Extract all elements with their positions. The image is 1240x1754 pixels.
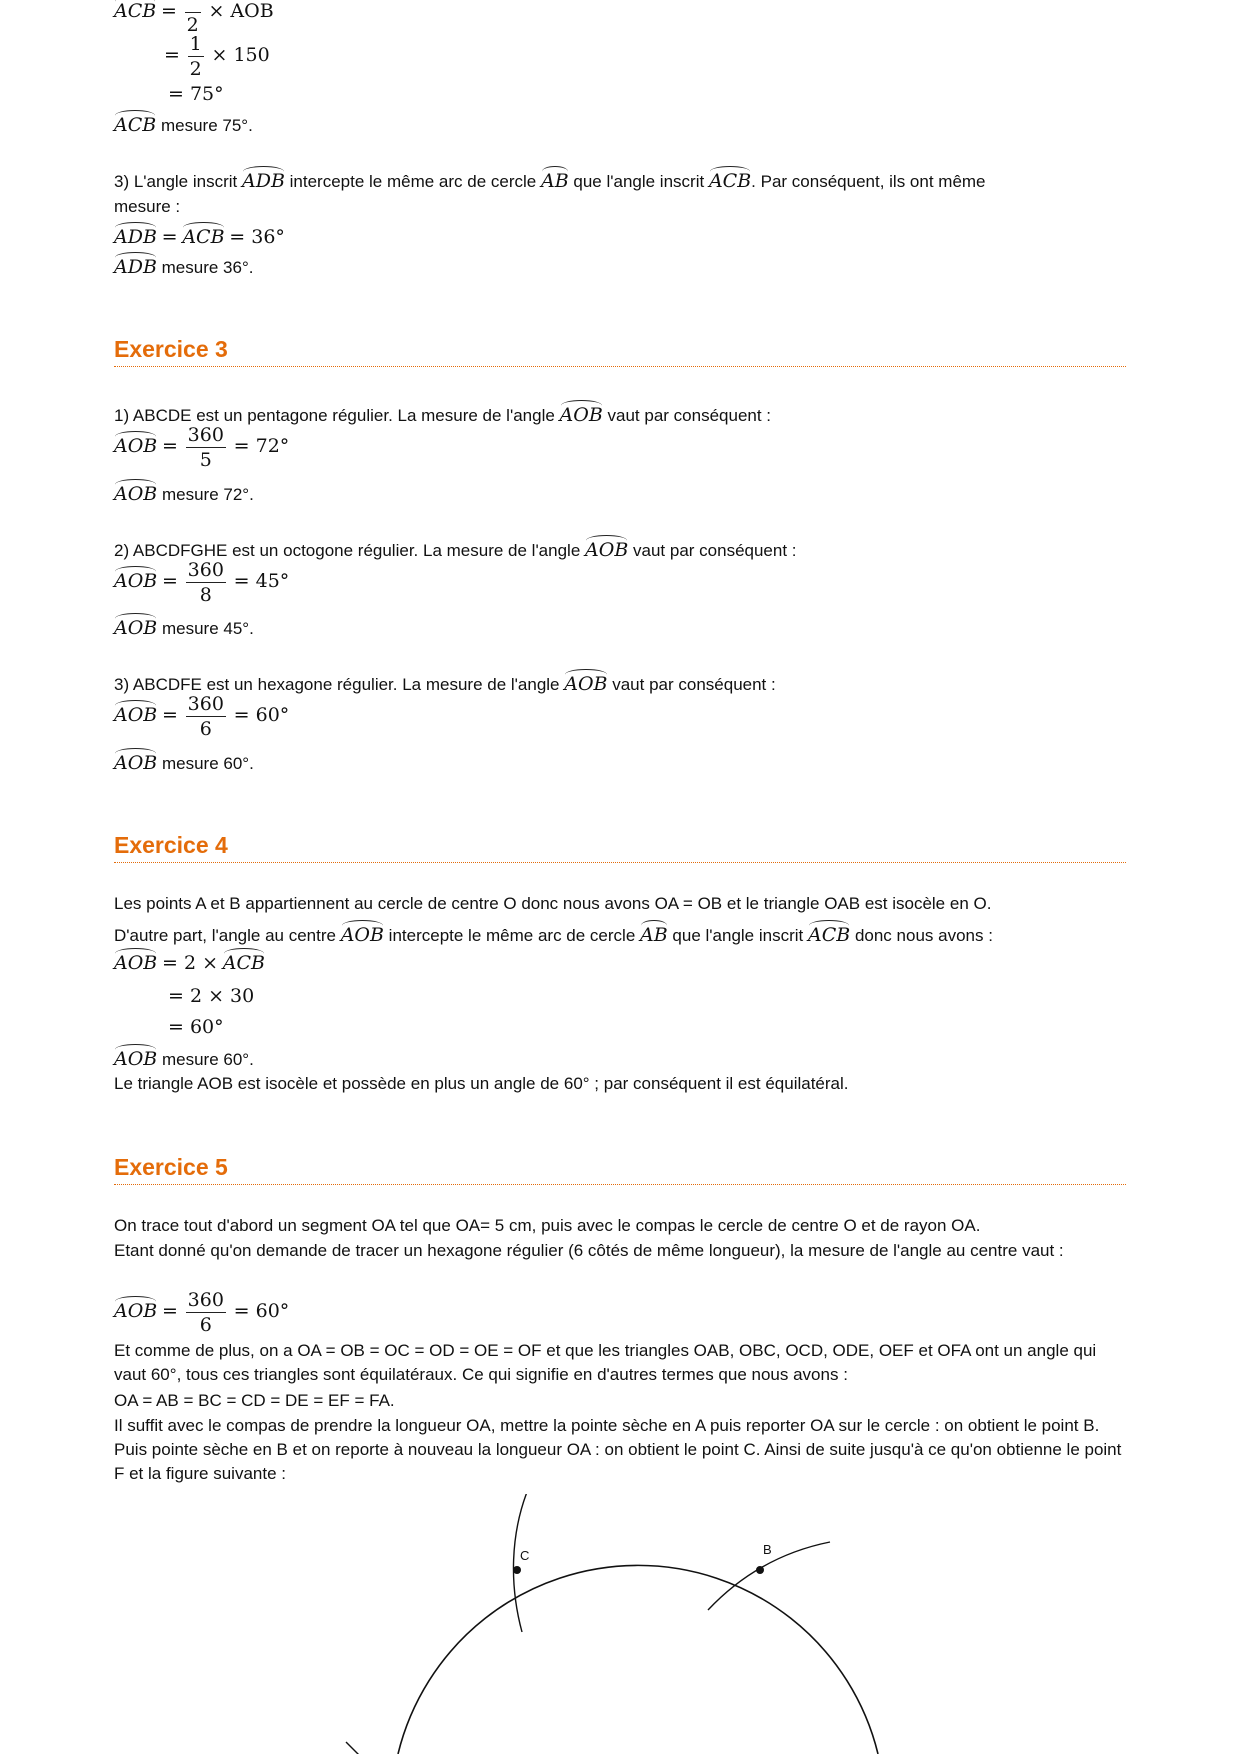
angle-aob: AOB	[114, 431, 157, 456]
equals: =	[164, 43, 180, 66]
text: vaut par conséquent :	[628, 541, 797, 560]
formula-step-result: = 75°	[168, 83, 224, 105]
ex4-result	[114, 1044, 254, 1072]
fraction: $\frac{360}{5}$	[187, 424, 224, 471]
angle-acb: ACB	[709, 166, 751, 191]
main-circle-arc	[398, 1565, 878, 1754]
angle-aob: AOB	[114, 1296, 157, 1321]
ex2-q3-equation	[114, 222, 285, 250]
ex4-conclusion: Le triangle AOB est isocèle et possède en plus un angle de 60° ; par conséquent il est équilatéral.	[114, 1074, 849, 1093]
result-text: mesure 45°.	[157, 619, 254, 638]
ex5-para3: Il suffit avec le compas de prendre la longueur OA, mettre la pointe sèche en A puis reporter OA sur le cercle : on obtient le point B. Puis pointe sèche en B et on reporte à nouveau la longueur OA : on obtient le point C. Ainsi de suite jusqu'à ce qu'on obtienne le point F et la figure suivante :	[114, 1416, 1122, 1483]
result-acb	[114, 110, 253, 138]
point-b	[756, 1566, 764, 1574]
arc-ab: AB	[541, 166, 569, 191]
angle-aob: AOB	[341, 920, 384, 945]
equals: =	[160, 0, 177, 22]
ex3-q1-formula	[114, 423, 289, 472]
angle-aob: AOB	[585, 535, 628, 560]
ex3-q2-result	[114, 613, 254, 641]
text: que l'angle inscrit	[667, 926, 808, 945]
heading-exercice-4: Exercice 4	[114, 830, 1126, 863]
formula-result: = 72°	[233, 434, 290, 457]
angle-acb: ACB	[114, 0, 156, 21]
angle-aob: AOB	[114, 948, 157, 973]
text: vaut par conséquent :	[607, 675, 776, 694]
angle-aob: AOB	[564, 669, 607, 694]
ex4-line1: Les points A et B appartiennent au cercle de centre O donc nous avons OA = OB et le triangle OAB est isocèle en O.	[114, 894, 992, 913]
angle-aob: AOB	[114, 566, 157, 591]
angle-acb: ACB	[808, 920, 850, 945]
text: intercepte le même arc de cercle	[284, 172, 541, 191]
angle-acb: ACB	[223, 948, 265, 973]
result-text: mesure 72°.	[157, 485, 254, 504]
formula-result: = 60°	[233, 703, 290, 726]
equals: =	[162, 434, 178, 457]
text: donc nous avons :	[850, 926, 993, 945]
result-text: mesure 75°.	[156, 116, 253, 135]
ex5-line2: Etant donné qu'on demande de tracer un hexagone régulier (6 côtés de même longueur), la mesure de l'angle au centre vaut :	[114, 1241, 1064, 1260]
fraction-half: $\frac{1}{2}$	[189, 33, 202, 80]
ex3-q2-formula	[114, 558, 289, 607]
arc-ab: AB	[640, 920, 668, 945]
ex2-q3-line2: mesure :	[114, 197, 181, 216]
compass-arc-left	[346, 1742, 360, 1754]
compass-arc-c	[513, 1494, 530, 1632]
ex4-eq1	[114, 948, 265, 976]
formula-result: = 60°	[233, 1299, 290, 1322]
angle-aob: AOB	[114, 700, 157, 725]
angle-adb: ADB	[242, 166, 285, 191]
angle-acb: ACB	[114, 110, 156, 135]
equals: =	[162, 703, 178, 726]
equals: =	[162, 1299, 178, 1322]
formula-step-half	[164, 32, 270, 81]
equals: =	[162, 569, 178, 592]
text: que l'angle inscrit	[568, 172, 709, 191]
angle-aob: AOB	[114, 613, 157, 638]
label-b: B	[763, 1542, 772, 1557]
ex2-q3-result	[114, 252, 254, 280]
formula-rhs: × AOB	[208, 0, 274, 22]
fraction: $\frac{360}{6}$	[187, 1289, 224, 1336]
ex5-formula	[114, 1288, 289, 1337]
equals: =	[161, 226, 178, 248]
ex3-q1-result	[114, 479, 254, 507]
result-text: mesure 60°.	[157, 1050, 254, 1069]
ex4-line2	[114, 920, 993, 948]
ex2-q3-line1	[114, 166, 986, 194]
angle-aob: AOB	[560, 400, 603, 425]
angle-adb: ADB	[114, 222, 157, 247]
angle-adb: ADB	[114, 252, 157, 277]
formula-step-value: × 150	[211, 43, 270, 66]
fraction: $\frac{360}{6}$	[187, 693, 224, 740]
angle-aob: AOB	[114, 1044, 157, 1069]
fraction-half-cut: 2	[185, 0, 201, 37]
formula-result: = 45°	[233, 569, 290, 592]
heading-exercice-3: Exercice 3	[114, 334, 1126, 367]
text: 3) ABCDFE est un hexagone régulier. La mesure de l'angle	[114, 675, 565, 694]
equation-mid: = 2 ×	[162, 952, 219, 974]
text: . Par conséquent, ils ont même	[751, 172, 986, 191]
point-c	[513, 1566, 521, 1574]
text: intercepte le même arc de cercle	[383, 926, 641, 945]
ex5-equal-line: OA = AB = BC = CD = DE = EF = FA.	[114, 1391, 395, 1410]
ex5-para2: Et comme de plus, on a OA = OB = OC = OD = OE = OF et que les triangles OAB, OBC, OCD, ODE, OEF et OFA ont un angle qui vaut 60°, tous ces triangles sont équilatéraux. Ce qui signifie en d'autres termes que nous avons :	[114, 1341, 1097, 1384]
result-text: mesure 60°.	[157, 754, 254, 773]
ex4-eq3: = 60°	[168, 1016, 224, 1038]
text: 2) ABCDFGHE est un octogone régulier. La mesure de l'angle	[114, 541, 586, 560]
text: 3) L'angle inscrit	[114, 172, 242, 191]
text: D'autre part, l'angle au centre	[114, 926, 341, 945]
ex5-line1: On trace tout d'abord un segment OA tel que OA= 5 cm, puis avec le compas le cercle de centre O et de rayon OA.	[114, 1216, 981, 1235]
label-c: C	[520, 1548, 530, 1563]
result-text: mesure 36°.	[156, 258, 254, 277]
ex3-q3-result	[114, 748, 254, 776]
heading-exercice-5: Exercice 5	[114, 1152, 1126, 1185]
ex4-eq2: = 2 × 30	[168, 985, 255, 1007]
angle-aob: AOB	[114, 479, 157, 504]
equation-result: = 36°	[229, 226, 285, 248]
text: vaut par conséquent :	[602, 406, 772, 425]
hexagon-construction-figure	[330, 1494, 930, 1754]
fraction: $\frac{360}{8}$	[187, 559, 224, 606]
angle-aob: AOB	[114, 748, 157, 773]
ex3-q3-formula	[114, 692, 289, 741]
angle-acb: ACB	[182, 222, 224, 247]
text: 1) ABCDE est un pentagone régulier. La mesure de l'angle	[114, 406, 560, 425]
